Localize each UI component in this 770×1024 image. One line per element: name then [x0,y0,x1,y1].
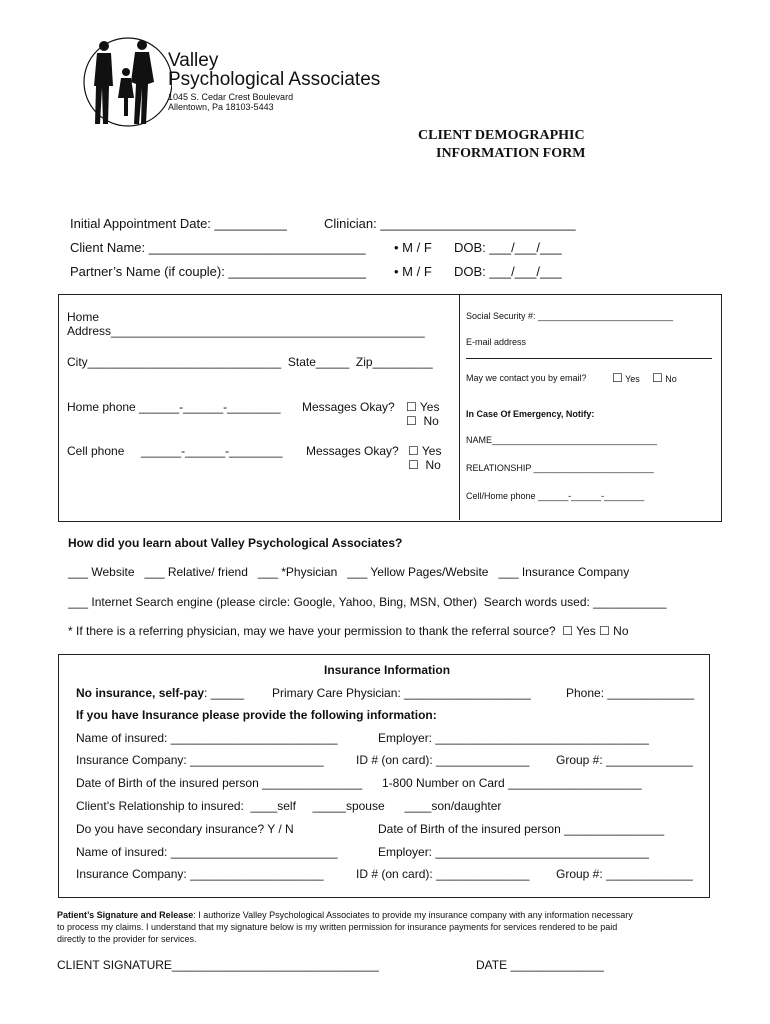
client-name-field[interactable]: Client Name: ______________________________ [70,240,366,255]
release-text-1: : I authorize Valley Psychological Associates to provide my insurance company with any information necessary [193,910,633,920]
cell-messages-no[interactable] [408,458,441,472]
no-insurance-label: No insurance, self-pay [76,686,205,700]
no-label: No [613,624,629,638]
client-signature-field[interactable]: CLIENT SIGNATURE_______________________________ [57,958,379,972]
no-label: No [665,374,677,384]
ssn-field[interactable]: Social Security #: ___________________________ [466,311,674,321]
home-address-field[interactable]: Address_______________________________________________ [67,324,425,338]
checkbox-icon[interactable]: ☐ [408,458,419,472]
partner-sex-field[interactable]: • M / F [394,264,432,279]
secondary-insured-name-field[interactable]: Name of insured: _________________________ [76,845,338,859]
secondary-id-field[interactable]: ID # (on card): ______________ [356,867,530,881]
primary-care-phone-field[interactable]: Phone: _____________ [566,686,695,700]
city-state-zip-field[interactable]: City_____________________________ State_____ Zip_________ [67,355,433,369]
no-insurance-blank[interactable]: : _____ [204,686,245,700]
checkbox-icon[interactable]: ☐ [599,624,610,638]
insurance-instructions: If you have Insurance please provide the following information: [76,708,437,722]
org-address-line2: Allentown, Pa 18103-5443 [168,102,274,112]
clinician-field[interactable]: Clinician: ___________________________ [324,216,576,231]
no-label: No [423,414,439,428]
checkbox-icon[interactable]: ☐ [652,371,663,385]
cell-messages-label: Messages Okay? [306,444,399,458]
email-contact-yes[interactable] [612,371,640,385]
release-line3: directly to the provider for services. [57,934,197,944]
yes-label: Yes [576,624,596,638]
org-name-line1: Valley [168,50,219,71]
secondary-company-field[interactable]: Insurance Company: ____________________ [76,867,324,881]
secondary-insured-dob-field[interactable]: Date of Birth of the insured person _______________ [378,822,665,836]
insurance-group-field[interactable]: Group #: _____________ [556,753,693,767]
checkbox-icon[interactable]: ☐ [406,414,417,428]
family-silhouette-logo [82,36,172,128]
checkbox-icon[interactable]: ☐ [562,624,573,638]
insured-dob-field[interactable]: Date of Birth of the insured person _______________ [76,776,363,790]
no-insurance-row [76,686,244,700]
emergency-phone-field[interactable]: Cell/Home phone ______-______-________ [466,491,645,501]
home-messages-yes[interactable] [406,400,439,414]
insurance-id-field[interactable]: ID # (on card): ______________ [356,753,530,767]
client-sex-field[interactable]: • M / F [394,240,432,255]
home-messages-label: Messages Okay? [302,400,395,414]
release-line1 [57,910,633,920]
yes-label: Yes [419,400,440,414]
org-address-line1: 1045 S. Cedar Crest Boulevard [168,92,294,102]
secondary-group-field[interactable]: Group #: _____________ [556,867,693,881]
physician-permission-text: * If there is a referring physician, may we have your permission to thank the referral source? [68,624,556,638]
yes-label: Yes [421,444,442,458]
cell-phone-field[interactable]: Cell phone ______-______-________ [67,444,283,458]
home-messages-no[interactable] [406,414,439,428]
client-relationship-field[interactable]: Client’s Relationship to insured: ____self _____spouse ____son/daughter [76,799,502,813]
release-heading: Patient’s Signature and Release [57,910,194,920]
emergency-heading: In Case Of Emergency, Notify: [466,409,595,419]
email-label: E-mail address [466,337,527,347]
release-line2: to process my claims. I understand that my signature below is my written permission for insurance payments for services rendered to be paid [57,922,618,932]
secondary-insurance-question[interactable]: Do you have secondary insurance? Y / N [76,822,294,836]
no-label: No [425,458,441,472]
client-dob-field[interactable]: DOB: ___/___/___ [454,240,562,255]
cell-messages-yes[interactable] [408,444,441,458]
insurance-company-field[interactable]: Insurance Company: ____________________ [76,753,324,767]
email-contact-no[interactable] [652,371,677,385]
appointment-date-field[interactable]: Initial Appointment Date: __________ [70,216,287,231]
emergency-name-field[interactable]: NAME_________________________________ [466,435,658,445]
email-contact-question: May we contact you by email? [466,373,587,383]
partner-name-field[interactable]: Partner’s Name (if couple): ___________________ [70,264,366,279]
checkbox-icon[interactable]: ☐ [408,444,419,458]
signature-date-field[interactable]: DATE ______________ [476,958,604,972]
org-name-line2: Psychological Associates [168,69,381,90]
form-title-line2: INFORMATION FORM [436,146,586,161]
home-phone-field[interactable]: Home phone ______-______-________ [67,400,281,414]
contact-box-divider [459,295,460,520]
partner-dob-field[interactable]: DOB: ___/___/___ [454,264,562,279]
checkbox-icon[interactable]: ☐ [612,371,623,385]
emergency-relationship-field[interactable]: RELATIONSHIP ________________________ [466,463,654,473]
email-line[interactable] [466,358,712,359]
referral-question: How did you learn about Valley Psychological Associates? [68,536,403,550]
referral-options-row2[interactable]: ___ Internet Search engine (please circle: Google, Yahoo, Bing, MSN, Other) Search words used: ___________ [68,595,667,609]
insurance-heading: Insurance Information [324,663,451,677]
form-title-line1: CLIENT DEMOGRAPHIC [418,128,585,143]
insured-name-field[interactable]: Name of insured: _________________________ [76,731,338,745]
home-label: Home [67,310,100,324]
referral-options-row1[interactable]: ___ Website ___ Relative/ friend ___ *Physician ___ Yellow Pages/Website ___ Insurance Company [68,565,630,579]
yes-label: Yes [625,374,640,384]
insured-employer-field[interactable]: Employer: ________________________________ [378,731,649,745]
physician-permission-question [68,624,629,638]
secondary-employer-field[interactable]: Employer: ________________________________ [378,845,649,859]
primary-care-field[interactable]: Primary Care Physician: ___________________ [272,686,531,700]
checkbox-icon[interactable]: ☐ [406,400,417,414]
insurance-phone-number-field[interactable]: 1-800 Number on Card ____________________ [382,776,642,790]
